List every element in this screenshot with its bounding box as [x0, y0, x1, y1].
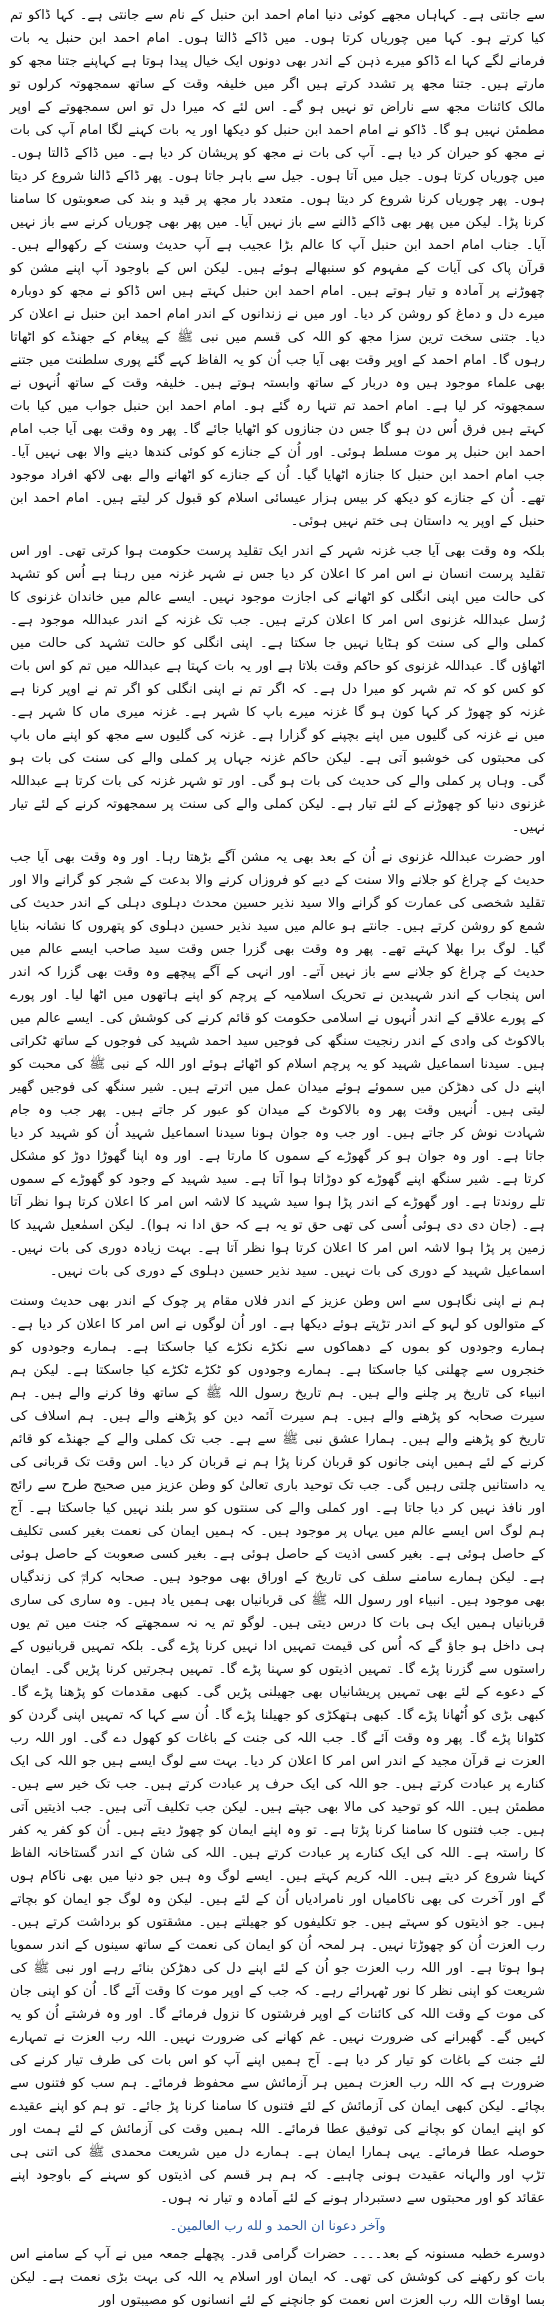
paragraph-3: اور حضرت عبداللہ غزنوی نے اُن کے بعد بھی یہ مشن آگے بڑھتا رہا۔ اور وہ وقت بھی آیا جب حدیث کے چراغ کو جلانے والا سنت کے دیے کو فروزاں کرنے والا بدعت کے شجر کو گرانے والا اور تقلید شخصی کی عمارت کو گرانے والا سید نذیر حسین محدث دہلوی دہلی کے اندر حدیث کی شمع کو روشن کرتے ہیں۔ جانتے ہو عالم میں سید نذیر حسین دہلوی کو پتھروں کا نشانہ بنایا گیا۔ لوگ برا بھلا کہتے تھے۔ پھر وہ وقت بھی گزرا جس وقت سید صاحب ایسے عالم میں حدیث کے چراغ کو جلانے سے باز نہیں آتے۔ اور انہی کے آگے پیچھے وہ وقت بھی گزرا کہ اندر اس پنجاب کے اندر شہیدین نے تحریک اسلامیہ کے پرچم کو اپنے ہاتھوں میں اٹھا لیا۔ اور پورے کے پورے علاقے کے اندر اُنہوں نے اسلامی حکومت کو قائم کرنے کی کوشش کی۔ ایسے عالم میں بالاکوٹ کی وادی کے اندر رنجیت سنگھ کی فوجیں سید احمد شہید کی فوجوں کے ساتھ ٹکراتی ہیں۔ سیدنا اسماعیل شہید کو یہ پرچم اسلام کو اٹھائے ہوئے اور اللہ کے نبی ﷺ کی محبت کو اپنے دل کی دھڑکن میں سموئے ہوئے میدان عمل میں اترتے ہیں۔ شیر سنگھ کی فوجیں گھیر لیتی ہیں۔ اُنہیں وقت پھر وہ بالاکوٹ کے میدان کو عبور کر جاتے ہیں۔ پھر جب وہ جام شہادت نوش کر جاتے ہیں۔ اور جب وہ جوان ہونا سیدنا اسماعیل شہید اُن کو شہید کر دیا جاتا ہے۔ اور وہ جوان ہو کر گھوڑے کے سموں کا مارتا ہے۔ اور وہ اپنا گھوڑا دوڑ کو مشکل کرتا ہے۔ شیر سنگھ اپنے گھوڑے کو دوڑاتا ہوا آتا ہے۔ سید شہید کے وجود کو گھوڑے کے سموں تلے روندتا ہے۔ اور گھوڑے کے اندر پڑا ہوا سید شہید کا لاشہ اس امر کا اعلان کرتا ہوا نظر آتا ہے۔ (جان دی دی ہوئی اُسی کی تھی حق تو یہ ہے کہ حق ادا نہ ہوا)۔ لیکن اسمٰعیل شہید کا زمین پر پڑا ہوا لاشہ اس امر کا اعلان کرتا ہوا نظر آتا ہے۔ بہت زیادہ دوری کی بات نہیں۔ اسماعیل شہید کے دوری کی بات نہیں۔ سید نذیر حسین دہلوی کے دوری کی بات نہیں۔ — [10, 850, 545, 1279]
paragraph-4: ہم نے اپنی نگاہوں سے اس وطن عزیز کے اندر فلاں مقام پر چوک کے اندر بھی حدیث وسنت کے متوالوں کو لہو کے اندر تڑپتے ہوئے دیکھا ہے۔ اور اُن لوگوں نے اس امر کا اعلان کر دیا ہے۔ ہمارے وجودوں کو بموں کے دھماکوں سے نکڑے نکڑے کیا جاسکتا ہے۔ ہمارے وجودوں کو خنجروں سے چھلنی کیا جاسکتا ہے۔ ہمارے وجودوں کو ٹکڑے ٹکڑے کیا جاسکتا ہے۔ لیکن ہم انبیاء کی تاریخ پر چلنے والے ہیں۔ ہم تاریخ رسول اللہ ﷺ کے ساتھ وفا کرنے والے ہیں۔ ہم سیرت صحابہ کو پڑھنے والے ہیں۔ ہم سیرت آئمہ دین کو پڑھنے والے ہیں۔ ہم اسلاف کی تاریخ کو پڑھنے والے ہیں۔ ہمارا عشق نبی ﷺ سے ہے۔ جب تک کملی والے کے جھنڈے کو قائم کرنے کے لئے ہمیں اپنی جانوں کو قربان کرنا پڑا ہم نے قربان کر دیا۔ اس وقت تک قربانی کی یہ داستانیں چلتی رہیں گی۔ جب تک توحید باری تعالیٰ کو وطن عزیز میں صحیح طرح سے رائج اور نافذ نہیں کر دیا جاتا ہے۔ اور کملی والے کی سنتوں کو سر بلند نہیں کیا جاسکتا ہے۔ آج ہم لوگ اس ایسے عالم میں یہاں پر موجود ہیں۔ کہ ہمیں ایمان کی نعمت بغیر کسی تکلیف کے حاصل ہوئی ہے۔ بغیر کسی اذیت کے حاصل ہوئی ہے۔ بغیر کسی صعوبت کے حاصل ہوئی ہے۔ لیکن ہمارے سامنے سلف کی تاریخ کے اوراق بھی موجود ہیں۔ صحابہ کرامؓ کی زندگیاں بھی موجود ہیں۔ انبیاء اور رسول اللہ ﷺ کی قربانیاں بھی ہمیں یاد ہیں۔ وہ ساری کی ساری قربانیاں ہمیں ایک ہی بات کا درس دیتی ہیں۔ لوگو تم یہ نہ سمجھتے کہ جنت میں تم یوں ہی داخل ہو جاؤ گے کہ اُس کی قیمت تمہیں ادا نہیں کرنا پڑے گی۔ بلکہ تمہیں قربانیوں کے راستوں سے گزرنا پڑے گا۔ تمہیں اذیتوں کو سہنا پڑے گا۔ تمہیں ہجرتیں کرنا پڑیں گی۔ ایمان کے دعوے کے لئے بھی تمہیں پریشانیاں بھی جھیلنی پڑیں گی۔ کبھی مقدمات کو پڑھنا پڑے گا۔ کبھی بڑی کو اُٹھانا پڑے گا۔ کبھی ہتھکڑی کو جھیلنا پڑے گا۔ اُن سے کہا کہ تمہیں اپنی گردن کو کٹوانا پڑے گا۔ پھر وہ وقت آئے گا۔ جب اللہ کی جنت کے باغات کو کھول دے گی۔ اور اللہ رب العزت نے قرآن مجید کے اندر اس امر کا اعلان کر دیا۔ بہت سے لوگ ایسے ہیں جو اللہ کی ایک کنارے پر عبادت کرتے ہیں۔ جو اللہ کی ایک حرف پر عبادت کرتے ہیں۔ جب تک خیر سے ہیں۔ مطمئن ہیں۔ اللہ کو توحید کی مالا بھی جپتے ہیں۔ لیکن جب تکلیف آتی ہیں۔ جب اذیتیں آتی ہیں۔ جب فتنوں کا سامنا کرنا پڑتا ہے۔ تو وہ اپنے ایمان کو چھوڑ دیتے ہیں۔ اُن کو کفر یہ کفر کا راستہ ہے۔ اللہ کی ایک کنارے پر عبادت کرتے ہیں۔ اللہ کی شان کے اندر گستاخانہ الفاظ کہنا شروع کر دیتے ہیں۔ اللہ کریم کہتے ہیں۔ ایسے لوگ وہ ہیں جو دنیا میں بھی ناکام ہوں گے اور آخرت کی بھی ناکامیاں اور نامرادیاں اُن کے لئے ہیں۔ لیکن وہ لوگ جو ایمان کو بچاتے ہیں۔ جو اذیتوں کو سہتے ہیں۔ جو تکلیفوں کو جھیلتے ہیں۔ مشقتوں کو برداشت کرتے ہیں۔ رب العزت اُن کو چھوڑتا نہیں۔ ہر لمحہ اُن کو ایمان کی نعمت کے ساتھ سینوں کے اندر سمویا ہوا ہوتا ہے۔ اور اللہ رب العزت جو اُن کے لئے اپنے دل کی دھڑکن بنائے رہے اور نبی ﷺ کی شریعت کو اپنی نظر کا نور ٹھہرائے رہے۔ کہ جب کے اوپر موت کا وقت آئے گا۔ اُن کو اپنی جان کی موت کے وقت اللہ کی کائنات کے اوپر فرشتوں کا نزول فرمائے گا۔ اور وہ فرشتے اُن کو یہ کہیں گے۔ گھبرانے کی ضرورت نہیں۔ غم کھانے کی ضرورت نہیں۔ اللہ رب العزت نے تمہارے لئے جنت کے باغات کو تیار کر دیا ہے۔ آج ہمیں اپنے آپ کو اس بات کی طرف تیار کرنے کی ضرورت ہے کہ اللہ رب العزت ہمیں ہر آزمائش سے محفوظ فرمائے۔ ہم سب کو فتنوں سے بچائے۔ لیکن کبھی ایمان کی آزمائش کے لئے فتنوں کا سامنا کرنا پڑ جائے۔ تو ہم کو اپنے عقیدے کو اپنے ایمان کو بچانے کی توفیق عطا فرمائے۔ اللہ ہمیں وقت کی آزمائش کے لئے ہمت اور حوصلہ عطا فرمائے۔ یہی ہمارا ایمان ہے۔ ہمارے دل میں شریعت محمدی ﷺ کی اتنی ہی تڑپ اور والہانہ عقیدت ہونی چاہیے۔ کہ ہم ہر قسم کی اذیتوں کو سہنے کے باوجود اپنے عقائد کو اور محبتوں سے دستبردار ہونے کے لئے آمادہ و تیار نہ ہوں۔ — [10, 1294, 545, 2206]
final-paragraph: دوسرے خطبہ مسنونہ کے بعد۔۔۔۔ حضرات گرامی قدر۔ پچھلے جمعہ میں نے آپ کے سامنے اس بات کو رکھنے کی کوشش کی تھی۔ کہ ایمان اور اسلام یہ اللہ کی بہت بڑی نعمت ہے۔ لیکن بسا اوقات اللہ رب العزت اس نعمت کو جانچنے کے لئے انسانوں کو مصیبتوں اور — [10, 2247, 545, 2308]
paragraph-1: سے جانتی ہے۔ کہاہاں مجھے کوئی دنیا امام احمد ابن حنبل کے نام سے جانتی ہے۔ کہا ڈاکو تم کیا کرتے ہو۔ کہا میں چوریاں کرتا ہوں۔ میں ڈاکے ڈالتا ہوں۔ امام احمد ابن حنبل یہ بات فرمانے لگے کہا اے ڈاکو میرے ذہن کے اندر بھی دونوں ایک خیال پیدا ہوتا ہے کہاپنے جتنا مجھ کو مارتے ہیں۔ جتنا مجھ پر تشدد کرتے ہیں اگر میں خلیفہ وقت کے ساتھ سمجھوتہ کرلوں تو مالک کائنات مجھ سے ناراض تو نہیں ہو گے۔ اس لئے کہ میرا دل تو اس سمجھوتے کے اوپر مطمئن نہیں ہو گا۔ ڈاکو نے امام احمد ابن حنبل کو دیکھا اور یہ بات کہنے لگا امام آپ کی بات نے مجھ کو حیران کر دیا ہے۔ آپ کی بات نے مجھ کو پریشان کر دیا ہے۔ میں ڈاکے ڈالتا ہوں۔ میں چوریاں کرتا ہوں۔ جیل میں آتا ہوں۔ جیل سے باہر جاتا ہوں۔ پھر ڈاکے ڈالنا شروع کر دیتا ہوں۔ پھر چوریاں کرنا شروع کر دیتا ہوں۔ متعدد بار مجھ پر قید و بند کی صعوبتوں کا سامنا کرنا پڑا۔ لیکن میں پھر بھی ڈاکے ڈالنے سے باز نہیں آیا۔ میں پھر بھی چوریاں کرنے سے باز نہیں آیا۔ جناب امام احمد ابن حنبل آپ کا عالم بڑا عجیب ہے آپ حدیث وسنت کے رکھوالے ہیں۔ قرآن پاک کی آیات کے مفہوم کو سنبھالے ہوئے ہیں۔ لیکن اس کے باوجود آپ اپنے مشن کو چھوڑنے پر آمادہ و تیار ہوتے ہیں۔ امام احمد ابن حنبل کہتے ہیں اس ڈاکو نے مجھ کو دوبارہ میرے دل و دماغ کو روشن کر دیا۔ اور میں نے زندانوں کے اندر امام احمد ابن حنبل نے اعلان کر دیا۔ جتنی سخت ترین سزا مجھ کو اللہ کی قسم میں نبی ﷺ کے پیغام کے جھنڈے کو اٹھاتا رہوں گا۔ امام احمد کے اوپر وقت بھی آیا جب اُن کو یہ الفاظ کہے گئے پوری سلطنت میں جتنے بھی علماء موجود ہیں وہ دربار کے ساتھ وابستہ ہوتے ہیں۔ خلیفہ وقت کے ساتھ اُنہوں نے سمجھوتہ کر لیا ہے۔ امام احمد تم تنہا رہ گئے ہو۔ امام احمد ابن حنبل جواب میں کیا بات کہتے ہیں فرق اُس دن ہو گا جس دن جنازوں کو اٹھایا جائے گا۔ پھر وہ وقت بھی آیا جب امام احمد ابن حنبل پر موت مسلط ہوئی۔ اور اُن کے جنازے کو کوئی کندھا دینے والا بھی نہیں آیا۔ جب امام احمد ابن حنبل کا جنازہ اٹھایا گیا۔ اُن کے جنازے کو اٹھانے والے بھی لاکھ افراد موجود تھے۔ اُن کے جنازے کو دیکھ کر بیس ہزار عیسائی اسلام کو قبول کر لیتے ہیں۔ امام احمد ابن حنبل کے اوپر یہ داستان ہی ختم نہیں ہوئی۔ — [10, 8, 545, 529]
closing-prayer-suffix: و لله رب العالمين۔ — [169, 2219, 273, 2234]
closing-prayer — [10, 2217, 545, 2237]
paragraph-2: بلکہ وہ وقت بھی آیا جب غزنہ شہر کے اندر ایک تقلید پرست حکومت ہوا کرتی تھی۔ اور اس تقلید پرست انسان نے اس امر کا اعلان کر دیا جس نے شہر غزنہ میں رہنا ہے اُس کو تشہد کی حالت میں اپنی انگلی کو اٹھانے کی اجازت موجود نہیں۔ ایسے عالم میں خاندان غزنوی کا رُسل عبداللہ غزنوی اس امر کا اعلان کرتے ہیں۔ جب تک غزنہ کے اندر عبداللہ موجود ہے۔ کملی والے کی سنت کو ہٹایا نہیں جا سکتا ہے۔ اپنی انگلی کو حالت تشہد کی حالت میں اٹھاؤں گا۔ عبداللہ غزنوی کو حاکم وقت بلاتا ہے اور یہ بات کہتا ہے عبداللہ میں تم کو اس بات کو کس کو کہ تم شہر کو میرا دل ہے۔ کہ اگر تم نے اپنی انگلی کو اگر تم نے اوپر کرنا ہے غزنہ کو چھوڑ کر کہا کون ہو گا غزنہ میرے باپ کا شہر ہے۔ غزنہ میری ماں کا شہر ہے۔ میں نے غزنہ کی گلیوں میں اپنے بچپنے کو گزارا ہے۔ غزنہ کی گلیوں سے مجھ کو اپنے ماں باپ کی محبتوں کی خوشبو آتی ہے۔ لیکن حاکم غزنہ جہاں پر کملی والے کی سنت کی بات ہو گی۔ وہاں پر کملی والے کی حدیث کی بات ہو گی۔ اور تو شہر غزنہ کی بات کرتا ہے عبداللہ غزنوی دنیا کو چھوڑنے کے لئے تیار ہے۔ لیکن کملی والے کی سنت پر سمجھوتہ کرنے کے لئے تیار نہیں۔ — [10, 544, 545, 835]
closing-prayer-prefix: وآخر دعونا ان الحمد — [276, 2219, 386, 2234]
